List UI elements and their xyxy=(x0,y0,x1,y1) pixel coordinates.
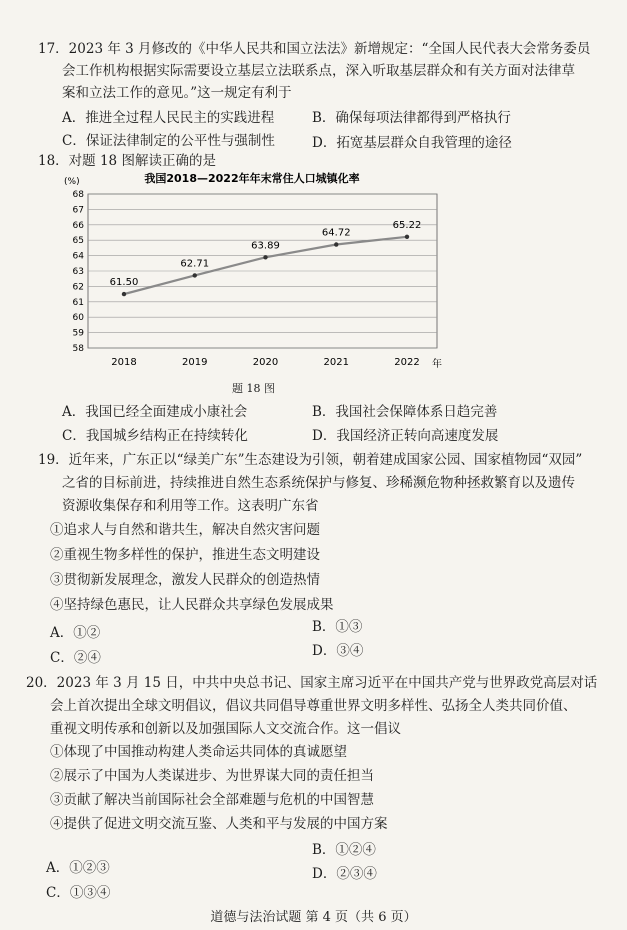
chart-y-tick-label: 68 xyxy=(72,190,84,200)
q20-option-d: D．②③④ xyxy=(312,866,377,882)
q17-option-b: B．确保每项法律都得到严格执行 xyxy=(312,110,511,126)
chart-x-tick-label: 2021 xyxy=(323,357,349,368)
q20-stem-line2: 会上首次提出全球文明倡议，倡议共同倡导尊重世界文明多样性、弘扬全人类共同价值、 xyxy=(50,698,577,714)
q18-option-d: D．我国经济正转向高速度发展 xyxy=(312,428,499,444)
chart-data-label: 64.72 xyxy=(321,227,351,239)
q20-option-a: A．①②③ xyxy=(46,860,110,876)
chart-data-label: 61.50 xyxy=(109,277,139,289)
q20-statement-2: ②展示了中国为人类谋进步、为世界谋大同的责任担当 xyxy=(50,768,374,784)
q18-option-c: C．我国城乡结构正在持续转化 xyxy=(62,428,248,444)
q19-option-c: C．②④ xyxy=(50,650,101,666)
q17-stem-line1: 17．2023 年 3 月修改的《中华人民共和国立法法》新增规定：“全国人民代表大会常务委员 xyxy=(38,41,591,57)
chart-x-ticks xyxy=(111,357,419,368)
q19-statement-4: ④坚持绿色惠民，让人民群众共享绿色发展成果 xyxy=(50,597,334,613)
chart-y-tick-label: 64 xyxy=(72,251,84,262)
q19-option-b: B．①③ xyxy=(312,619,363,635)
q17-stem-line3: 案和立法工作的意见。”这一规定有利于 xyxy=(62,85,292,101)
chart-data-label: 62.71 xyxy=(180,258,210,270)
q20-stem-line3: 重视文明传承和创新以及加强国际人文交流合作。这一倡议 xyxy=(50,721,401,737)
q17-stem-line2: 会工作机构根据实际需要设立基层立法联系点，深入听取基层群众和有关方面对法律草 xyxy=(62,63,575,79)
chart-y-tick-label: 66 xyxy=(72,220,84,231)
chart-x-tick-label: 2020 xyxy=(252,357,279,368)
chart-series xyxy=(110,220,422,296)
chart-y-tick-label: 61 xyxy=(72,297,84,308)
q18-option-a: A．我国已经全面建成小康社会 xyxy=(62,404,248,420)
chart-data-point xyxy=(334,242,338,246)
chart-y-tick-label: 62 xyxy=(72,282,84,293)
chart-data-label: 63.89 xyxy=(251,240,280,252)
chart-grid xyxy=(88,194,437,348)
q17-option-d: D．拓宽基层群众自我管理的途径 xyxy=(312,135,512,151)
page-footer: 道德与法治试题 第 4 页（共 6 页） xyxy=(210,910,417,925)
q19-stem-line2: 之省的目标前进，持续推进自然生态系统保护与修复、珍稀濒危物种拯救繁育以及遗传 xyxy=(62,475,575,491)
chart-data-label: 65.22 xyxy=(392,219,422,231)
chart-y-tick-label: 58 xyxy=(72,344,84,354)
q19-statement-2: ②重视生物多样性的保护，推进生态文明建设 xyxy=(50,547,320,563)
chart-y-tick-label: 63 xyxy=(72,267,84,277)
q18-stem: 18．对题 18 图解读正确的是 xyxy=(38,153,216,169)
q17-option-a: A．推进全过程人民民主的实践进程 xyxy=(62,110,275,126)
q20-stem-line1: 20．2023 年 3 月 15 日，中共中央总书记、国家主席习近平在中国共产党与世界政党高层对话 xyxy=(26,675,598,691)
chart-y-tick-label: 60 xyxy=(72,313,84,324)
chart-y-tick-label: 65 xyxy=(72,236,84,247)
chart-x-tick-label: 2019 xyxy=(182,357,208,368)
chart-caption: 题 18 图 xyxy=(232,382,275,395)
q20-statement-1: ①体现了中国推动构建人类命运共同体的真诚愿望 xyxy=(50,744,347,760)
q17-option-c: C．保证法律制定的公平性与强制性 xyxy=(62,133,275,149)
chart-y-tick-label: 59 xyxy=(72,328,84,339)
q20-statement-4: ④提供了促进文明交流互鉴、人类和平与发展的中国方案 xyxy=(50,816,388,832)
q19-stem-line1: 19．近年来，广东正以“绿美广东”生态建设为引领，朝着建成国家公园、国家植物园“双园” xyxy=(38,452,583,468)
chart-title: 我国2018—2022年年末常住人口城镇化率 xyxy=(144,172,360,185)
chart-data-point xyxy=(122,292,126,296)
q19-option-a: A．①② xyxy=(50,625,101,641)
chart-x-label: 年 xyxy=(432,359,442,370)
chart-x-tick-label: 2018 xyxy=(111,357,137,368)
q19-option-d: D．③④ xyxy=(312,643,364,659)
q20-option-c: C．①③④ xyxy=(46,885,111,901)
q20-option-b: B．①②④ xyxy=(312,842,376,858)
q19-statement-1: ①追求人与自然和谐共生，解决自然灾害问题 xyxy=(50,522,320,538)
chart-data-point xyxy=(263,255,267,259)
chart-data-point xyxy=(405,235,409,239)
chart-x-tick-label: 2022 xyxy=(394,357,420,368)
q19-stem-line3: 资源收集保存和利用等工作。这表明广东省 xyxy=(62,498,319,514)
chart-y-tick-label: 67 xyxy=(72,205,84,216)
q18-option-b: B．我国社会保障体系日趋完善 xyxy=(312,404,498,420)
chart-y-label: (%) xyxy=(64,177,80,187)
chart-data-point xyxy=(193,273,197,277)
q20-statement-3: ③贡献了解决当前国际社会全部难题与危机的中国智慧 xyxy=(50,792,374,808)
urbanization-line-chart xyxy=(52,172,452,372)
chart-y-ticks xyxy=(73,190,85,354)
q19-statement-3: ③贯彻新发展理念，激发人民群众的创造热情 xyxy=(50,572,320,588)
